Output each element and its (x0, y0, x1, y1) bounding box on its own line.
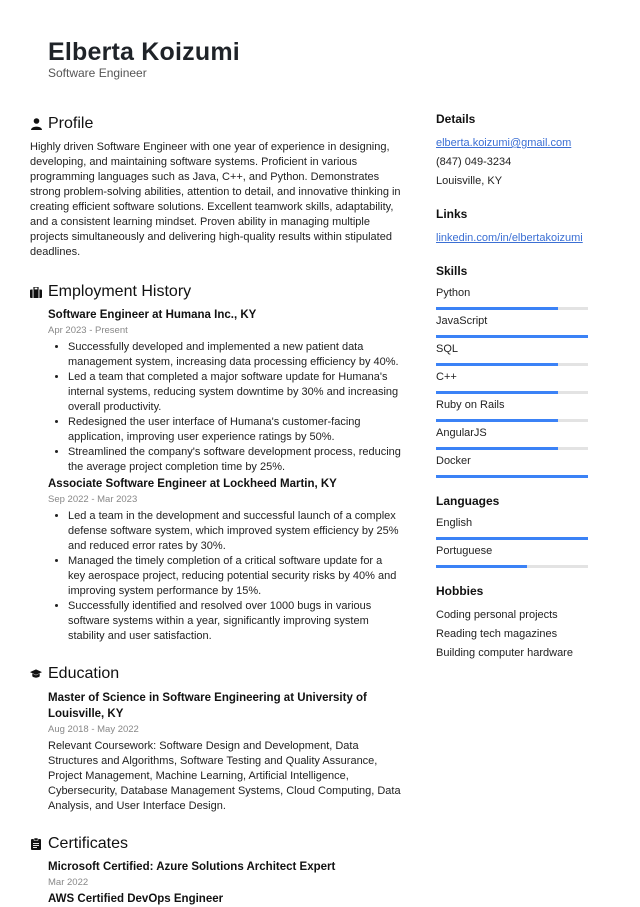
skill-level-fill (436, 447, 558, 450)
hobby-item: Coding personal projects (436, 609, 558, 621)
location: Louisville, KY (436, 175, 503, 187)
sidebar-column (436, 112, 588, 663)
linkedin-link[interactable]: linkedin.com/in/elbertakoizumi (436, 232, 583, 244)
education-section (30, 662, 402, 814)
job-bullet: • Led a team that completed a major software update for Humana's internal systems, reducing system downtime by 30% and increasing overall productivity. (68, 370, 402, 415)
language-level-bar (436, 565, 588, 568)
job-bullet: • Redesigned the user interface of Humana's customer-facing application, improving user experience ratings by 50%. (68, 415, 402, 445)
hobbies-heading: Hobbies (436, 584, 484, 598)
links-section (436, 207, 588, 248)
job-dates: Apr 2023 - Present (48, 325, 128, 336)
language-item (436, 516, 588, 540)
job-entry (48, 477, 402, 644)
job-bullet: • Streamlined the company's software development process, reducing the average project completion time by 25%. (68, 445, 402, 475)
language-name: English (436, 517, 473, 529)
certificates-heading: Certificates (48, 835, 129, 852)
skill-level-bar (436, 391, 588, 394)
language-level-fill (436, 565, 527, 568)
job-bullet: • Managed the timely completion of a critical software update for a key aerospace project, reducing potential security risks by 40% and improving system performance by 15%. (68, 554, 402, 599)
skill-level-fill (436, 391, 558, 394)
main-column (30, 112, 402, 907)
skill-level-bar (436, 307, 588, 310)
email-link[interactable]: elberta.koizumi@gmail.com (436, 137, 572, 149)
job-title: Associate Software Engineer at Lockheed Martin, KY (48, 478, 337, 490)
language-level-fill (436, 537, 588, 540)
skill-level-bar (436, 419, 588, 422)
certificate-icon (30, 838, 42, 850)
skill-level-fill (436, 419, 558, 422)
job-bullet: • Successfully identified and resolved over 1000 bugs in various software systems within a year, significantly improving system stability and user satisfaction. (68, 599, 402, 644)
profile-heading: Profile (48, 115, 94, 132)
skill-level-bar (436, 335, 588, 338)
person-icon (30, 118, 42, 130)
education-heading: Education (48, 665, 120, 682)
certificate-name: Microsoft Certified: Azure Solutions Architect Expert (48, 861, 336, 873)
education-dates: Aug 2018 - May 2022 (48, 724, 139, 735)
languages-section (436, 494, 588, 568)
job-entry (48, 308, 402, 475)
skill-level-fill (436, 307, 558, 310)
profile-section (30, 112, 402, 260)
hobby-item: Building computer hardware (436, 647, 573, 659)
education-coursework: Relevant Coursework: Software Design and Development, Data Structures and Algorithms, Software Testing and Quality Assurance, Project Management, Machine Learning, Artificial Intelligence, Cybersecurity, Database Management Systems, Cloud Computing, Data Analysis, and User Interface Design. (48, 740, 401, 812)
skill-item (436, 454, 588, 478)
skill-name: Ruby on Rails (436, 399, 505, 411)
skill-name: C++ (436, 371, 457, 383)
skill-name: JavaScript (436, 315, 488, 327)
job-bullet: • Successfully developed and implemented a new patient data management system, increasing data processing efficiency by 40%. (68, 340, 402, 370)
job-dates: Sep 2022 - Mar 2023 (48, 494, 138, 505)
employment-section (30, 280, 402, 644)
degree-title: Master of Science in Software Engineering at University of Louisville, KY (48, 692, 367, 720)
skill-level-bar (436, 363, 588, 366)
job-bullet: • Led a team in the development and successful launch of a complex defense software system, which improved system efficiency by 25% and reduced error rates by 30%. (68, 509, 402, 554)
skill-level-fill (436, 335, 588, 338)
certificates-section (30, 832, 402, 907)
language-item (436, 544, 588, 568)
job-title: Software Engineer at Humana Inc., KY (48, 309, 257, 321)
details-section (436, 112, 588, 191)
hobby-item: Reading tech magazines (436, 628, 558, 640)
languages-heading: Languages (436, 494, 500, 508)
skill-name: SQL (436, 343, 459, 355)
links-heading: Links (436, 207, 468, 221)
skill-item (436, 314, 588, 338)
skill-item (436, 342, 588, 366)
skill-item (436, 426, 588, 450)
skill-level-fill (436, 475, 588, 478)
skills-section (436, 264, 588, 478)
skill-level-fill (436, 363, 558, 366)
skill-item (436, 286, 588, 310)
candidate-role: Software Engineer (48, 66, 147, 80)
details-heading: Details (436, 112, 476, 126)
briefcase-icon (30, 286, 42, 298)
certificate-name: AWS Certified DevOps Engineer (48, 893, 224, 905)
language-level-bar (436, 537, 588, 540)
language-name: Portuguese (436, 545, 493, 557)
skill-name: Python (436, 287, 471, 299)
skill-item (436, 398, 588, 422)
profile-text: Highly driven Software Engineer with one year of experience in designing, developing, and maintaining software systems. Proficient in various programming languages such as Java, C++, and Python. Demonstrates strong problem-solving abilities, attention to detail, and innovative thinking in creating efficient software solutions. Excellent teamwork skills, adaptability, and a consistent learning mindset. Proven ability in managing multiple projects simultaneously and delivering high-quality results within stipulated deadlines. (30, 141, 401, 258)
certificate-date: Mar 2022 (48, 877, 89, 888)
employment-heading: Employment History (48, 283, 192, 300)
skill-level-bar (436, 447, 588, 450)
skill-level-bar (436, 475, 588, 478)
skills-heading: Skills (436, 264, 468, 278)
skill-name: AngularJS (436, 427, 487, 439)
skill-name: Docker (436, 455, 471, 467)
skill-item (436, 370, 588, 394)
graduation-cap-icon (30, 668, 42, 680)
hobbies-section (436, 584, 588, 663)
phone-number: (847) 049-3234 (436, 156, 512, 168)
candidate-name: Elberta Koizumi (48, 38, 240, 66)
